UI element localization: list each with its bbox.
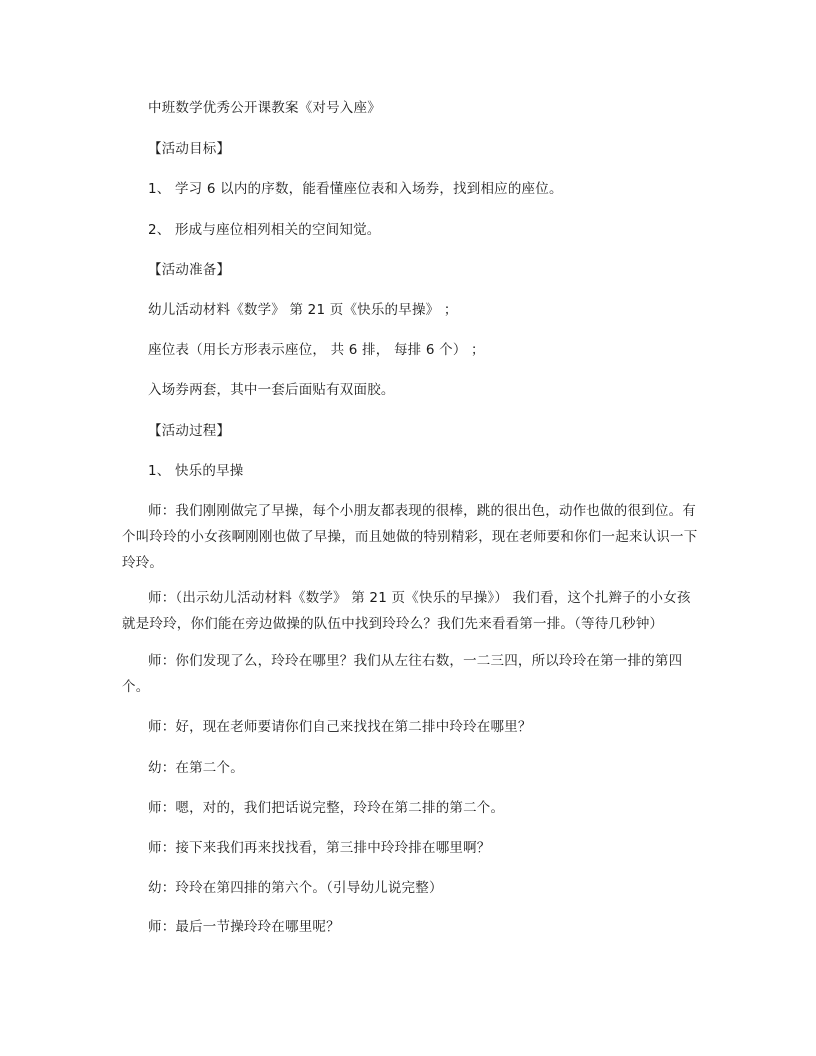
section-heading-process: 【活动过程】 — [148, 423, 231, 439]
dialog-line: 师：接下来我们再来找找看，第三排中玲玲排在哪里啊？ — [148, 840, 491, 856]
dialog-paragraph: 师：（出示幼儿活动材料《数学》 第 21 页《快乐的早操》） 我们看，这个扎辫子的小女孩就是玲玲，你们能在旁边做操的队伍中找到玲玲么？我们先来看看第一排。（等待几秒钟） — [122, 590, 691, 632]
process-step-1: 1、 快乐的早操 — [148, 463, 244, 479]
dialog-paragraph: 师：我们刚刚做完了早操，每个小朋友都表现的很棒，跳的很出色，动作也做的很到位。有个叫玲玲的小女孩啊刚刚也做了早操，而且她做的特别精彩，现在老师要和你们一起来认识一下玲玲。 — [122, 503, 698, 571]
prep-item-3: 入场券两套，其中一套后面贴有双面胶。 — [148, 382, 395, 398]
section-heading-goal: 【活动目标】 — [148, 141, 231, 157]
prep-item-2: 座位表（用长方形表示座位， 共 6 排， 每排 6 个） ； — [148, 342, 485, 358]
goal-item-2: 2、 形成与座位相列相关的空间知觉。 — [148, 222, 381, 238]
section-heading-prep: 【活动准备】 — [148, 262, 231, 278]
goal-item-1: 1、 学习 6 以内的序数，能看懂座位表和入场券，找到相应的座位。 — [148, 181, 563, 197]
dialog-paragraph: 师：你们发现了么，玲玲在哪里？我们从左往右数，一二三四，所以玲玲在第一排的第四个。 — [122, 653, 683, 695]
dialog-line: 幼：玲玲在第四排的第六个。（引导幼儿说完整） — [148, 880, 443, 896]
dialog-line: 幼：在第二个。 — [148, 760, 244, 776]
dialog-line: 师：最后一节操玲玲在哪里呢？ — [148, 919, 340, 935]
prep-item-1: 幼儿活动材料《数学》 第 21 页《快乐的早操》 ； — [148, 302, 458, 318]
document-title: 中班数学优秀公开课教案《对号入座》 — [148, 100, 381, 116]
dialog-line: 师：嗯，对的，我们把话说完整，玲玲在第二排的第二个。 — [148, 800, 505, 816]
dialog-line: 师：好，现在老师要请你们自己来找找在第二排中玲玲在哪里？ — [148, 719, 532, 735]
